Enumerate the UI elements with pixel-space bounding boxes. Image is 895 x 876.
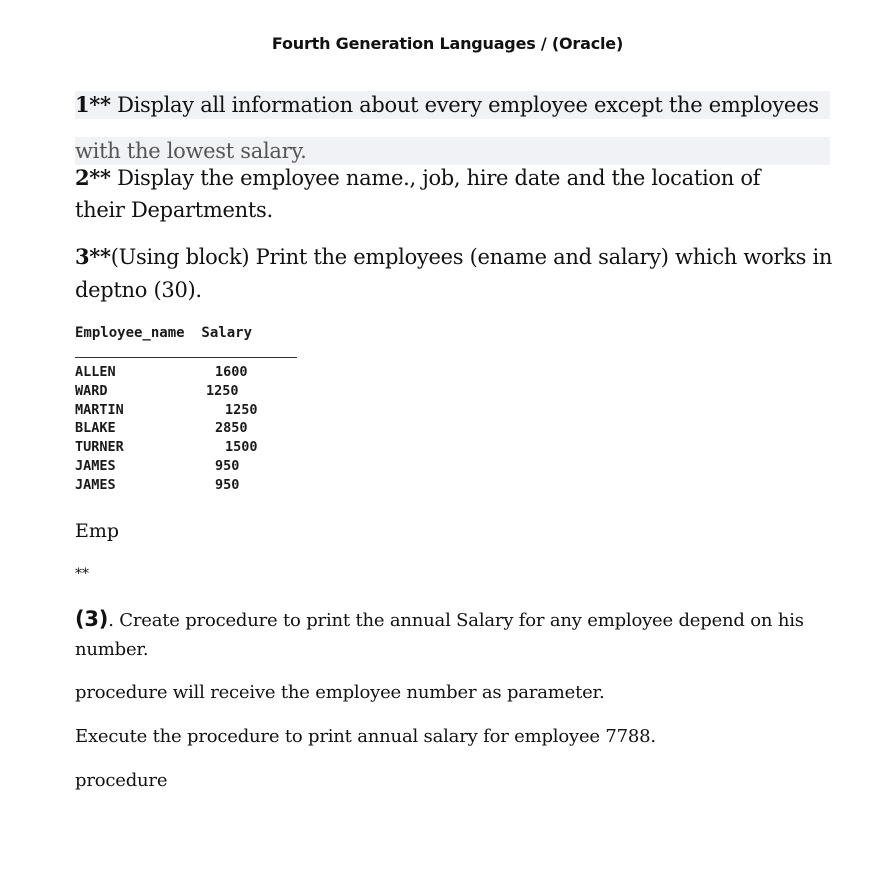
question-2-number: 2** <box>75 165 111 190</box>
stars-marker: ** <box>75 566 89 582</box>
salary-cell: 1250 <box>206 382 239 399</box>
salary-cell: 950 <box>215 457 240 474</box>
salary-cell: 1500 <box>225 439 258 456</box>
question-1-number: 1** <box>75 92 111 117</box>
procedure-question-line-1 <box>75 606 804 634</box>
table-row <box>75 363 305 382</box>
question-2-line-2: their Departments. <box>75 198 273 222</box>
table-row <box>75 382 305 401</box>
question-2-line-1 <box>75 164 760 192</box>
employee-name-cell: ALLEN <box>75 364 116 380</box>
table-row <box>75 476 305 495</box>
question-1-line-1 <box>75 91 830 119</box>
employee-name-cell: JAMES <box>75 457 116 474</box>
employee-name-cell: TURNER <box>75 439 124 456</box>
table-row <box>75 419 305 438</box>
question-1-text: Display all information about every employee except the employees <box>110 93 819 117</box>
procedure-parameter-note: procedure will receive the employee number as parameter. <box>75 682 605 703</box>
emp-label: Emp <box>75 520 120 542</box>
salary-cell: 950 <box>215 476 240 493</box>
question-2-text: Display the employee name., job, hire date and the location of <box>110 166 761 190</box>
table-row <box>75 457 305 476</box>
salary-cell: 1250 <box>225 401 258 418</box>
question-3-line-2: deptno (30). <box>75 278 202 302</box>
question-1-line-2: with the lowest salary. <box>75 137 830 165</box>
procedure-label: procedure <box>75 770 168 791</box>
employee-name-cell: BLAKE <box>75 420 116 437</box>
question-3-line-1 <box>75 243 832 271</box>
salary-cell: 2850 <box>215 420 248 437</box>
procedure-question-line-2: number. <box>75 639 149 660</box>
output-table-divider <box>75 357 297 358</box>
output-table-rows <box>75 363 305 495</box>
table-row <box>75 401 305 420</box>
page-title: Fourth Generation Languages / (Oracle) <box>271 34 624 53</box>
procedure-question-text: . Create procedure to print the annual Salary for any employee depend on his <box>108 610 804 631</box>
employee-name-cell: WARD <box>75 382 108 399</box>
question-3-number: 3** <box>75 244 111 269</box>
salary-cell: 1600 <box>215 364 248 380</box>
table-row <box>75 438 305 457</box>
procedure-execute-note: Execute the procedure to print annual salary for employee 7788. <box>75 726 656 747</box>
output-table-header: Employee_name Salary <box>75 325 253 341</box>
employee-name-cell: MARTIN <box>75 401 124 418</box>
employee-name-cell: JAMES <box>75 476 116 493</box>
procedure-question-number: (3) <box>75 607 109 631</box>
question-3-text: (Using block) Print the employees (ename and salary) which works in <box>110 245 833 269</box>
